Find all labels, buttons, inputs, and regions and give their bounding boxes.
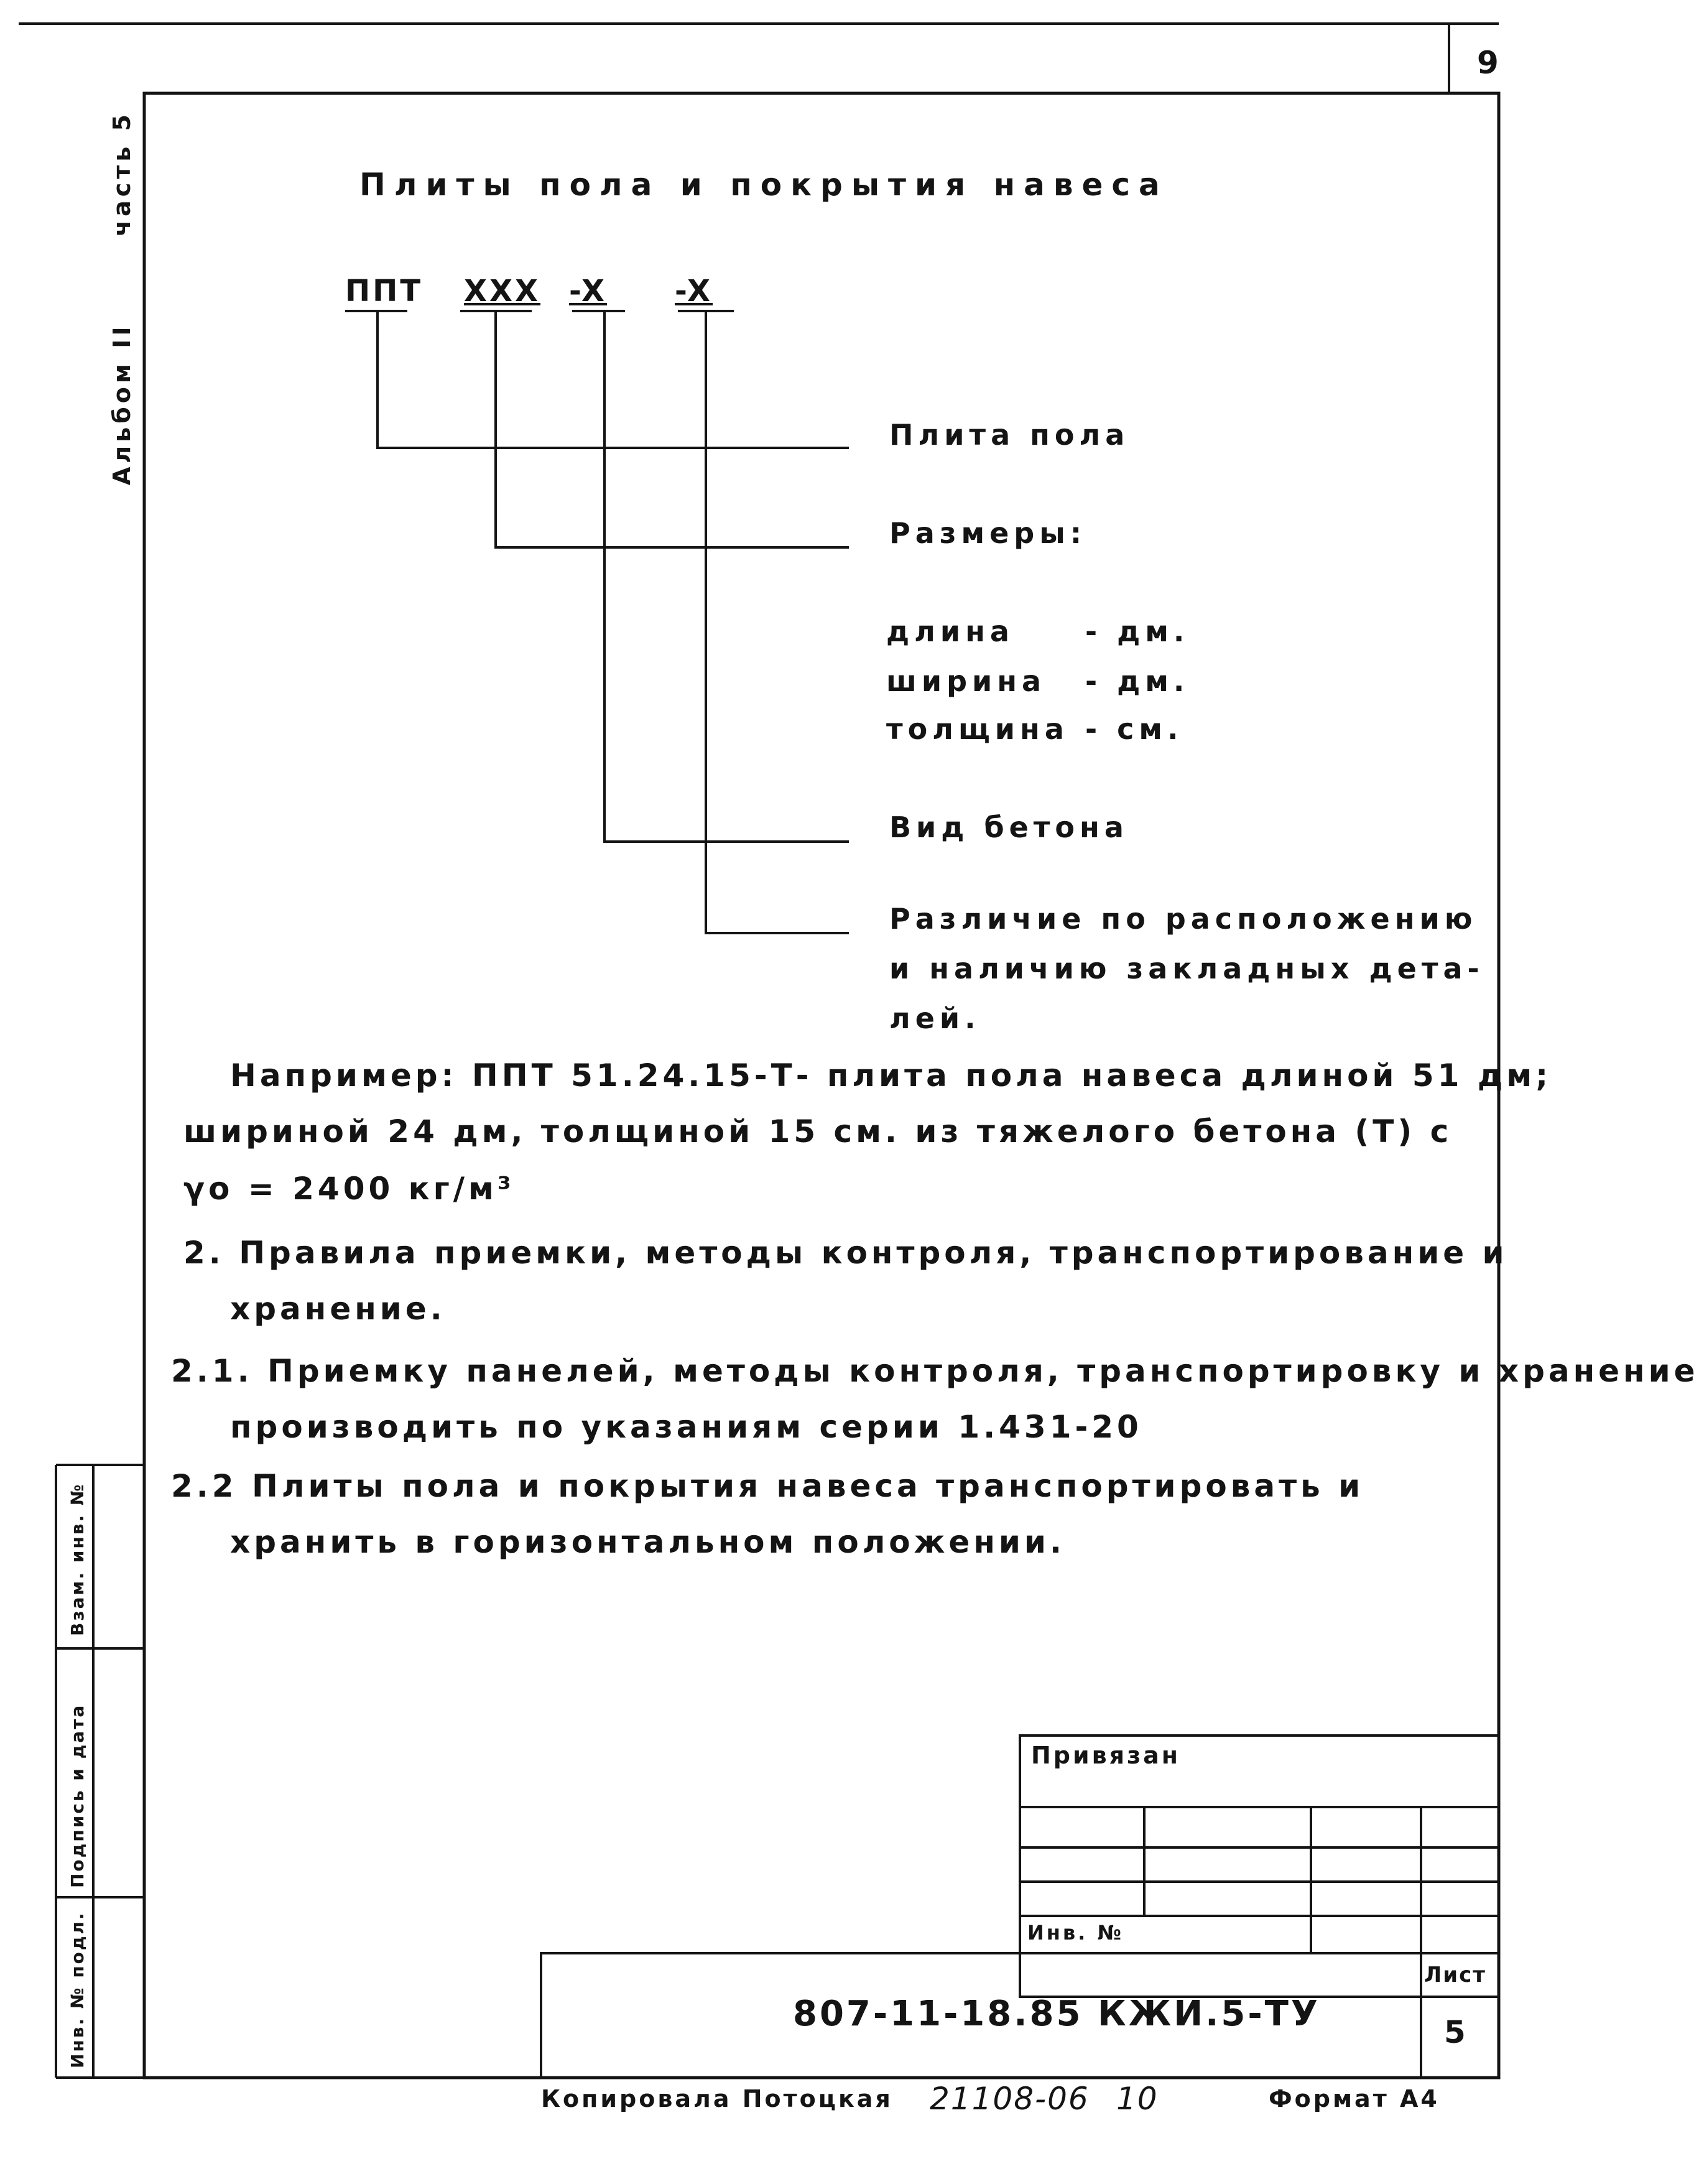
example-line-3: γо = 2400 кг/м³ [183,1171,515,1207]
dim-length-unit: - дм. [1085,615,1190,648]
inv-no-label: Инв. № [1027,1921,1124,1945]
example-line-2: шириной 24 дм, толщиной 15 см. из тяжелого бетона (Т) с [183,1113,1453,1150]
footer-copy-number: 10 [1116,2081,1159,2117]
footer-copied-by: Копировала Потоцкая [541,2085,893,2112]
marking-concrete: -X [569,274,608,309]
album-label: Альбом II [108,323,136,485]
dim-width-name: ширина [886,664,1047,698]
legend-variant-line-3: лей. [889,1001,981,1035]
page-title: Плиты пола и покрытия навеса [359,167,1169,203]
example-line-1: Например: ППТ 51.24.15-Т- плита пола навеса длиной 51 дм; [230,1057,1552,1094]
privyazan-label: Привязан [1031,1742,1181,1769]
page-number: 9 [1477,45,1499,81]
footer-order-number: 21108-06 [930,2081,1090,2117]
section-2-line-2: хранение. [230,1291,446,1327]
stamp-vzam-inv: Взам. инв. № [67,1482,88,1636]
dim-width-unit: - дм. [1085,664,1190,698]
legend-concrete-type: Вид бетона [889,811,1129,844]
section-2-line-1: 2. Правила приемки, методы контроля, транспортирование и [183,1235,1508,1271]
legend-floor-slab: Плита пола [889,418,1130,452]
legend-variant-line-1: Различие по расположению [889,902,1478,936]
dim-length-name: длина [886,615,1014,648]
marking-variant: -X [675,274,713,309]
marking-dims: XXX [464,274,541,309]
sheet-label: Лист [1424,1963,1486,1987]
legend-variant-line-2: и наличию закладных дета- [889,952,1484,985]
stamp-inv-podl: Инв. № подл. [67,1911,88,2068]
document-code: 807-11-18.85 КЖИ.5-ТУ [793,1994,1320,2034]
stamp-podpis-data: Подпись и дата [67,1703,88,1888]
marking-prefix: ППТ [345,274,424,309]
legend-dimensions: Размеры: [889,516,1087,550]
sheet-number: 5 [1444,2014,1470,2050]
dim-thickness-name: толщина [886,712,1069,746]
dim-thickness-unit: - см. [1085,712,1183,746]
section-2-1-line-1: 2.1. Приемку панелей, методы контроля, транспортировку и хранение [171,1353,1699,1389]
footer-format: Формат А4 [1269,2085,1440,2112]
section-2-2-line-2: хранить в горизонтальном положении. [230,1524,1065,1560]
part-label: часть 5 [108,111,136,236]
section-2-1-line-2: производить по указаниям серии 1.431-20 [230,1409,1142,1445]
section-2-2-line-1: 2.2 Плиты пола и покрытия навеса транспортировать и [171,1468,1364,1504]
